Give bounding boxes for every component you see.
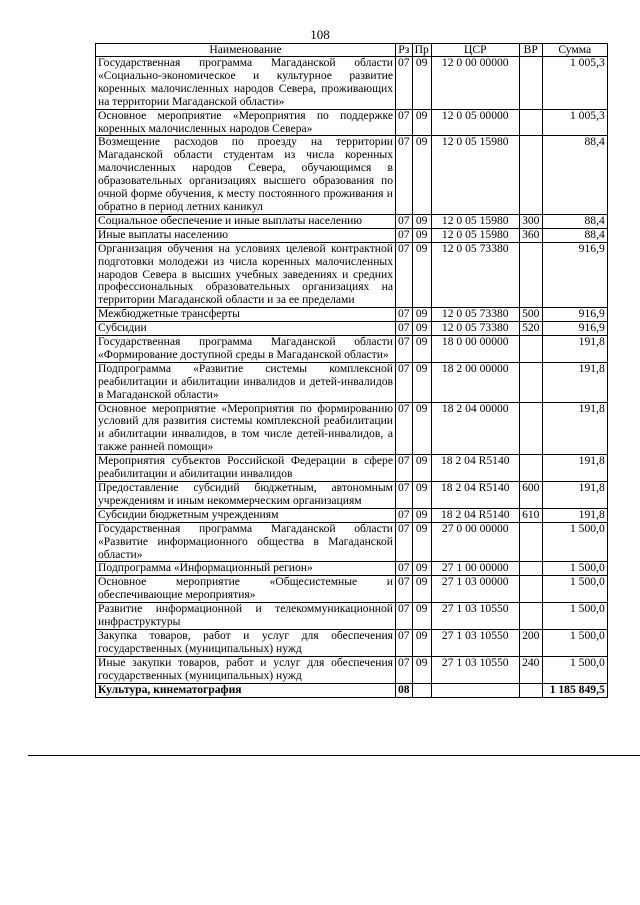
header-sum: Сумма	[542, 44, 607, 57]
cell-pr: 09	[412, 603, 431, 630]
cell-vr: 520	[519, 322, 542, 336]
cell-sum: 191,8	[542, 362, 607, 402]
cell-rz: 08	[396, 683, 413, 697]
cell-vr	[519, 562, 542, 576]
cell-rz: 07	[396, 629, 413, 656]
cell-rz: 07	[396, 57, 413, 110]
cell-pr: 09	[412, 362, 431, 402]
table-row	[96, 109, 608, 136]
cell-name: Подпрограмма «Развитие системы комплексной реабилитации и абилитации инвалидов и детей-инвалидов в Магаданской области»	[96, 362, 396, 402]
page-bottom-rule	[28, 755, 640, 756]
cell-sum: 88,4	[542, 136, 607, 214]
table-row	[96, 242, 608, 308]
cell-name: Мероприятия субъектов Российской Федерации в сфере реабилитации и абилитации инвалидов	[96, 455, 396, 482]
cell-vr: 360	[519, 228, 542, 242]
table-row	[96, 603, 608, 630]
cell-csr: 27 1 03 10550	[431, 603, 519, 630]
cell-name: Развитие информационной и телекоммуникационной инфраструктуры	[96, 603, 396, 630]
cell-name: Основное мероприятие «Общесистемные и обеспечивающие мероприятия»	[96, 576, 396, 603]
cell-name: Предоставление субсидий бюджетным, автономным учреждениям и иным некоммерческим организациям	[96, 482, 396, 509]
cell-sum: 1 500,0	[542, 522, 607, 562]
cell-name: Культура, кинематография	[96, 683, 396, 697]
cell-vr	[519, 57, 542, 110]
cell-name: Организация обучения на условиях целевой контрактной подготовки молодежи из числа коренных малочисленных народов Севера в высших учебных заведениях и средних профессиональных образовательных организациях на территории Магаданской области и за ее пределами	[96, 242, 396, 308]
table-row	[96, 629, 608, 656]
cell-pr	[412, 683, 431, 697]
cell-csr: 12 0 05 73380	[431, 322, 519, 336]
cell-vr: 500	[519, 308, 542, 322]
cell-rz: 07	[396, 482, 413, 509]
cell-pr: 09	[412, 57, 431, 110]
cell-vr	[519, 455, 542, 482]
cell-pr: 09	[412, 522, 431, 562]
cell-pr: 09	[412, 228, 431, 242]
header-vr: ВР	[519, 44, 542, 57]
table-row	[96, 455, 608, 482]
header-csr: ЦСР	[431, 44, 519, 57]
cell-name: Государственная программа Магаданской области «Формирование доступной среды в Магаданской области»	[96, 336, 396, 363]
table-row	[96, 136, 608, 214]
cell-rz: 07	[396, 242, 413, 308]
cell-csr: 27 1 03 00000	[431, 576, 519, 603]
cell-name: Субсидии	[96, 322, 396, 336]
cell-csr: 12 0 05 00000	[431, 109, 519, 136]
header-name: Наименование	[96, 44, 396, 57]
cell-pr: 09	[412, 109, 431, 136]
table-row	[96, 656, 608, 683]
cell-rz: 07	[396, 322, 413, 336]
cell-pr: 09	[412, 482, 431, 509]
cell-vr: 240	[519, 656, 542, 683]
cell-vr	[519, 362, 542, 402]
cell-name: Иные выплаты населению	[96, 228, 396, 242]
table-row	[96, 57, 608, 110]
budget-table	[95, 43, 608, 698]
table-row	[96, 362, 608, 402]
cell-pr: 09	[412, 308, 431, 322]
table-row	[96, 508, 608, 522]
table-row	[96, 482, 608, 509]
cell-rz: 07	[396, 576, 413, 603]
cell-vr: 300	[519, 214, 542, 228]
cell-rz: 07	[396, 508, 413, 522]
cell-csr: 27 0 00 00000	[431, 522, 519, 562]
cell-rz: 07	[396, 136, 413, 214]
cell-sum: 1 500,0	[542, 656, 607, 683]
cell-rz: 07	[396, 308, 413, 322]
cell-rz: 07	[396, 228, 413, 242]
cell-pr: 09	[412, 455, 431, 482]
cell-sum: 1 500,0	[542, 562, 607, 576]
cell-vr	[519, 402, 542, 455]
table-row	[96, 228, 608, 242]
cell-name: Основное мероприятие «Мероприятия по формированию условий для развития системы комплексной реабилитации и абилитации инвалидов, в том числе детей-инвалидов, а также ранней помощи»	[96, 402, 396, 455]
table-row	[96, 214, 608, 228]
cell-rz: 07	[396, 362, 413, 402]
table-row	[96, 522, 608, 562]
cell-name: Субсидии бюджетным учреждениям	[96, 508, 396, 522]
table-row	[96, 308, 608, 322]
cell-vr	[519, 522, 542, 562]
cell-pr: 09	[412, 214, 431, 228]
table-row	[96, 322, 608, 336]
cell-sum: 191,8	[542, 402, 607, 455]
cell-sum: 1 500,0	[542, 576, 607, 603]
cell-name: Возмещение расходов по проезду на территории Магаданской области студентам из числа коренных малочисленных народов Севера, обучающимся в образовательных организациях высшего образования по очной форме обучения, к месту постоянного проживания и обратно в период летних каникул	[96, 136, 396, 214]
cell-rz: 07	[396, 656, 413, 683]
header-pr: Пр	[412, 44, 431, 57]
cell-pr: 09	[412, 656, 431, 683]
cell-csr	[431, 683, 519, 697]
cell-csr: 27 1 03 10550	[431, 629, 519, 656]
cell-pr: 09	[412, 576, 431, 603]
cell-csr: 12 0 05 73380	[431, 308, 519, 322]
cell-csr: 12 0 05 73380	[431, 242, 519, 308]
cell-vr	[519, 109, 542, 136]
cell-vr	[519, 136, 542, 214]
cell-sum: 88,4	[542, 228, 607, 242]
cell-rz: 07	[396, 402, 413, 455]
cell-csr: 18 0 00 00000	[431, 336, 519, 363]
cell-vr	[519, 603, 542, 630]
cell-pr: 09	[412, 136, 431, 214]
cell-pr: 09	[412, 242, 431, 308]
table-row	[96, 576, 608, 603]
table-row	[96, 402, 608, 455]
cell-csr: 27 1 00 00000	[431, 562, 519, 576]
cell-name: Основное мероприятие «Мероприятия по поддержке коренных малочисленных народов Севера»	[96, 109, 396, 136]
cell-name: Иные закупки товаров, работ и услуг для обеспечения государственных (муниципальных) нужд	[96, 656, 396, 683]
cell-pr: 09	[412, 336, 431, 363]
cell-name: Подпрограмма «Информационный регион»	[96, 562, 396, 576]
cell-rz: 07	[396, 109, 413, 136]
table-row	[96, 683, 608, 697]
cell-sum: 191,8	[542, 508, 607, 522]
cell-csr: 18 2 04 00000	[431, 402, 519, 455]
cell-sum: 191,8	[542, 455, 607, 482]
cell-csr: 18 2 04 R5140	[431, 455, 519, 482]
cell-sum: 1 500,0	[542, 603, 607, 630]
page-number: 108	[310, 27, 330, 42]
cell-vr: 200	[519, 629, 542, 656]
cell-pr: 09	[412, 562, 431, 576]
cell-name: Закупка товаров, работ и услуг для обеспечения государственных (муниципальных) нужд	[96, 629, 396, 656]
cell-name: Государственная программа Магаданской области «Развитие информационного общества в Магаданской области»	[96, 522, 396, 562]
cell-csr: 12 0 00 00000	[431, 57, 519, 110]
table-row	[96, 562, 608, 576]
cell-sum: 1 185 849,5	[542, 683, 607, 697]
cell-name: Межбюджетные трансферты	[96, 308, 396, 322]
cell-rz: 07	[396, 214, 413, 228]
cell-vr	[519, 683, 542, 697]
cell-sum: 191,8	[542, 336, 607, 363]
cell-csr: 27 1 03 10550	[431, 656, 519, 683]
cell-csr: 12 0 05 15980	[431, 228, 519, 242]
header-rz: Рз	[396, 44, 413, 57]
cell-rz: 07	[396, 522, 413, 562]
cell-sum: 191,8	[542, 482, 607, 509]
cell-rz: 07	[396, 336, 413, 363]
cell-pr: 09	[412, 322, 431, 336]
cell-sum: 88,4	[542, 214, 607, 228]
cell-sum: 916,9	[542, 308, 607, 322]
cell-name: Социальное обеспечение и иные выплаты населению	[96, 214, 396, 228]
cell-csr: 18 2 00 00000	[431, 362, 519, 402]
table-header-row	[96, 44, 608, 57]
cell-pr: 09	[412, 629, 431, 656]
cell-csr: 12 0 05 15980	[431, 214, 519, 228]
cell-csr: 18 2 04 R5140	[431, 482, 519, 509]
cell-name: Государственная программа Магаданской области «Социально-экономическое и культурное развитие коренных малочисленных народов Севера, проживающих на территории Магаданской области»	[96, 57, 396, 110]
cell-vr: 600	[519, 482, 542, 509]
cell-vr: 610	[519, 508, 542, 522]
cell-csr: 12 0 05 15980	[431, 136, 519, 214]
cell-pr: 09	[412, 402, 431, 455]
table-row	[96, 336, 608, 363]
cell-vr	[519, 242, 542, 308]
cell-rz: 07	[396, 562, 413, 576]
cell-csr: 18 2 04 R5140	[431, 508, 519, 522]
cell-sum: 916,9	[542, 322, 607, 336]
cell-rz: 07	[396, 603, 413, 630]
cell-sum: 1 005,3	[542, 57, 607, 110]
cell-sum: 916,9	[542, 242, 607, 308]
cell-vr	[519, 576, 542, 603]
cell-pr: 09	[412, 508, 431, 522]
cell-vr	[519, 336, 542, 363]
cell-sum: 1 500,0	[542, 629, 607, 656]
cell-rz: 07	[396, 455, 413, 482]
cell-sum: 1 005,3	[542, 109, 607, 136]
